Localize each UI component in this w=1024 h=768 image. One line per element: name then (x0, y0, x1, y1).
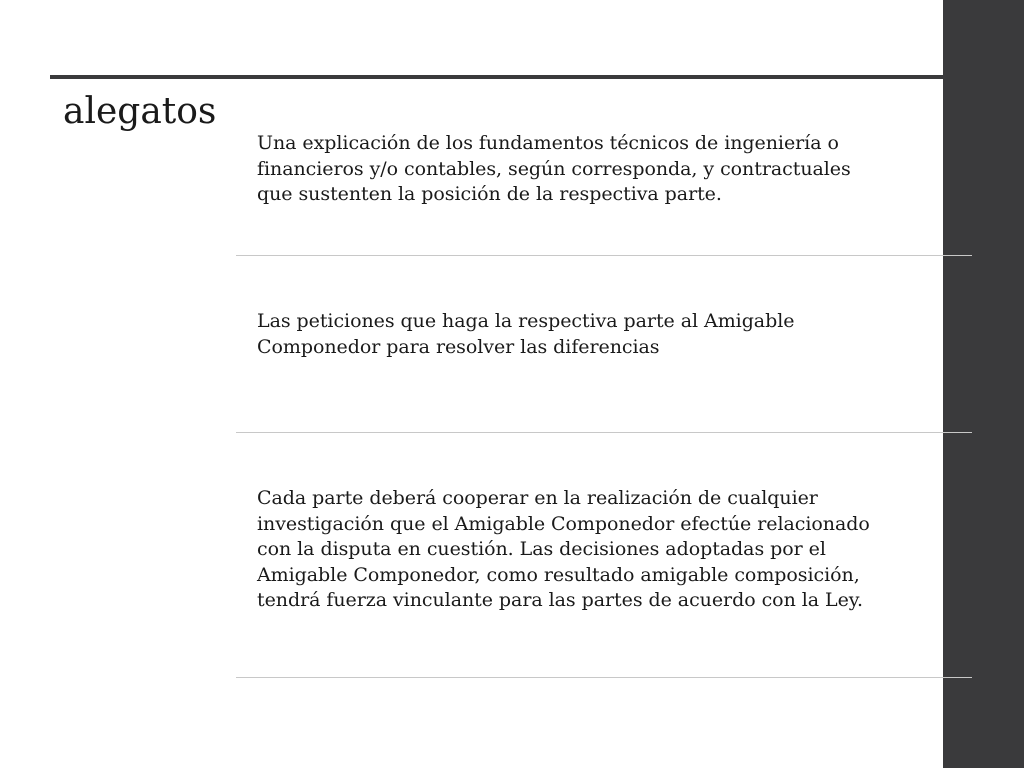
list-item-fundamentos: Una explicación de los fundamentos técnicos de ingeniería o financieros y/o contables, según corresponda, y contractuales que sustenten la posición de la respectiva parte. (257, 132, 851, 205)
divider (236, 677, 972, 678)
list-item-peticiones: Las peticiones que haga la respectiva parte al Amigable Componedor para resolver las diferencias (257, 310, 795, 358)
slide-title: alegatos (63, 91, 217, 132)
title-top-rule (50, 75, 972, 79)
divider (236, 255, 972, 256)
right-decorative-band (943, 0, 1024, 768)
list-item-cooperacion: Cada parte deberá cooperar en la realización de cualquier investigación que el Amigable Componedor efectúe relacionado con la disputa en cuestión. Las decisiones adoptadas por el Amigable Componedor, como resultado amigable composición, tendrá fuerza vinculante para las partes de acuerdo con la Ley. (257, 487, 870, 611)
divider (236, 432, 972, 433)
